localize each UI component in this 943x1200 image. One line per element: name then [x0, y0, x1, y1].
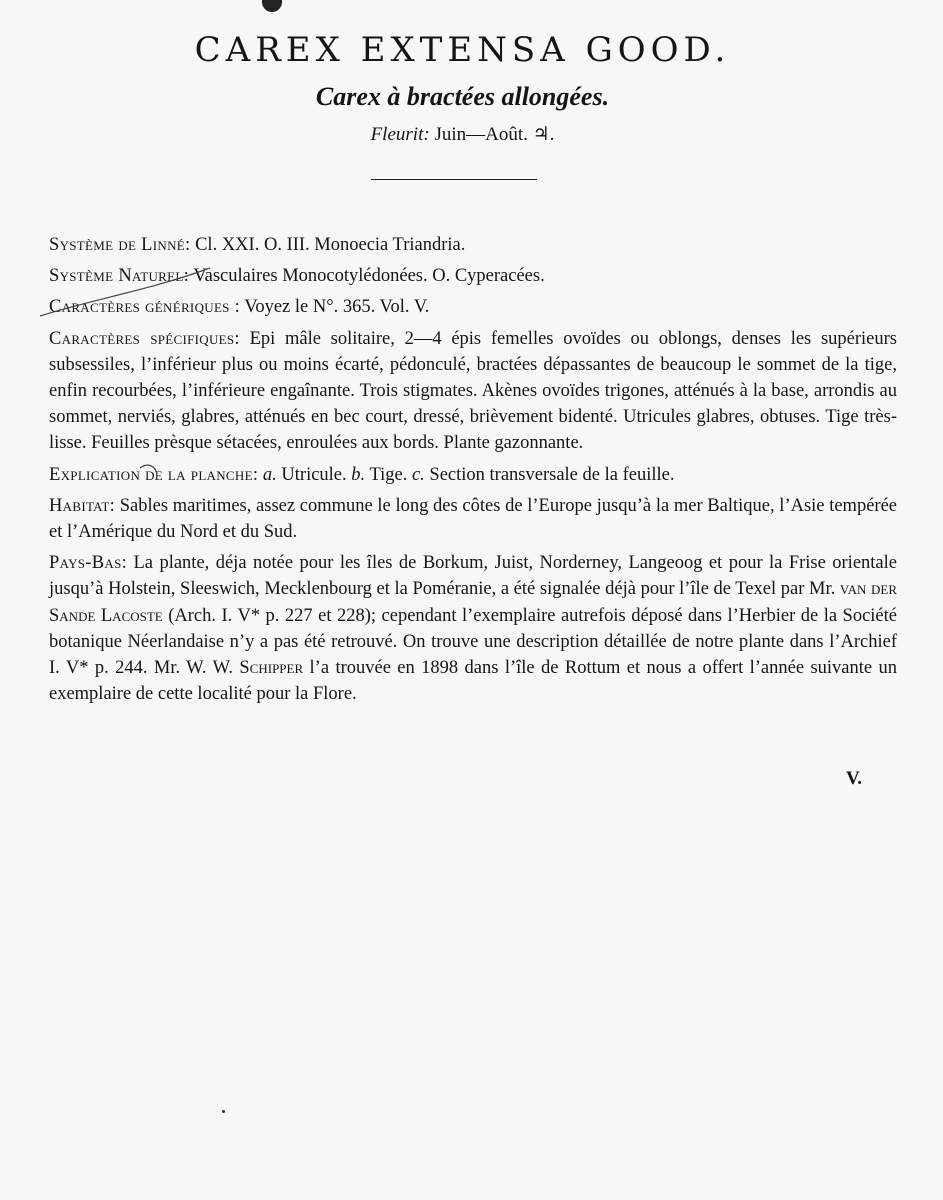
- netherlands-text-1: La plante, déja notée pour les îles de Borkum, Juist, Norderney, Langeoog et pour la Frise orientale jusqu’à Holstein, Sleeswich, Mecklenbourg et la Poméranie, a été signalée déjà pour l’île de Texel par Mr.: [49, 553, 897, 600]
- linne-system-label: Système de Linné:: [49, 235, 191, 255]
- generic-characters-label: Caractères génériques :: [49, 297, 241, 318]
- plate-text-c: Section transversale de la feuille.: [424, 464, 675, 485]
- netherlands-text-3: l’a trouvée en 1898 dans l’île de Rottum et nous a offert l’année suivante un exemplaire de cette localité pour la Flore.: [49, 658, 897, 705]
- plate-explanation-label: Explication de la planche:: [49, 464, 259, 485]
- natural-system-text: Vasculaires Monocotylédonées. O. Cyperacées.: [189, 266, 545, 287]
- species-common-name: Carex à bractées allongées.: [315, 82, 610, 111]
- netherlands-text-2: (Arch. I. V* p. 227 et 228); cependant l’exemplaire autrefois déposé dans l’Herbier de la Société botanique Néerlandaise n’y a pas été retrouvé. On trouve une description détaillée de notre plante dans l’Archief I. V* p. 244. Mr. W. W.: [49, 605, 897, 679]
- plate-key-b: b.: [351, 464, 366, 485]
- natural-system-label: Système Naturel:: [49, 266, 190, 287]
- species-title: CAREX EXTENSA GOOD.: [194, 30, 731, 70]
- habitat-label: Habitat:: [49, 495, 116, 516]
- author-name-schipper: Schipper: [239, 658, 304, 679]
- habitat-text: Sables maritimes, assez commune le long des côtes de l’Europe jusqu’à la mer Baltique, l’Asie tempérée et l’Amérique du Nord et du Sud.: [49, 495, 897, 543]
- plate-text-a: Utricule.: [276, 464, 352, 485]
- flowering-label: Fleurit:: [370, 124, 430, 145]
- author-signature: V.: [846, 768, 863, 789]
- linne-system-text: Cl. XXI. O. III. Monoecia Triandria.: [190, 235, 466, 255]
- plate-key-c: c.: [411, 464, 425, 485]
- specific-characters-label: Caractères spécifiques:: [49, 328, 240, 349]
- plate-text-b: Tige.: [365, 464, 412, 485]
- flowering-value: Juin—Août. ♃.: [434, 124, 555, 145]
- author-name-lacoste: van der Sande Lacoste: [49, 579, 897, 626]
- netherlands-label: Pays-Bas:: [49, 553, 128, 574]
- generic-characters-text: Voyez le N°. 365. Vol. V.: [240, 297, 430, 318]
- plate-key-a: a.: [262, 464, 277, 485]
- paper-speck: [222, 1110, 225, 1113]
- specific-characters-text: Epi mâle solitaire, 2—4 épis femelles ovoïdes ou oblongs, denses les supérieurs subsessiles, l’inférieur plus ou moins écarté, pédonculé, bractées dépassantes de beaucoup le sommet de la tige, enfin recourbées, l’inférieure engaînante. Trois stigmates. Akènes ovoïdes trigones, atténués à la base, arrondis au sommet, nerviés, glabres, atténués en bec court, dressé, brièvement bidenté. Utricules glabres, obtuses. Tige très-lisse. Feuilles prèsque sétacées, enroulées aux bords. Plante gazonnante.: [49, 328, 897, 454]
